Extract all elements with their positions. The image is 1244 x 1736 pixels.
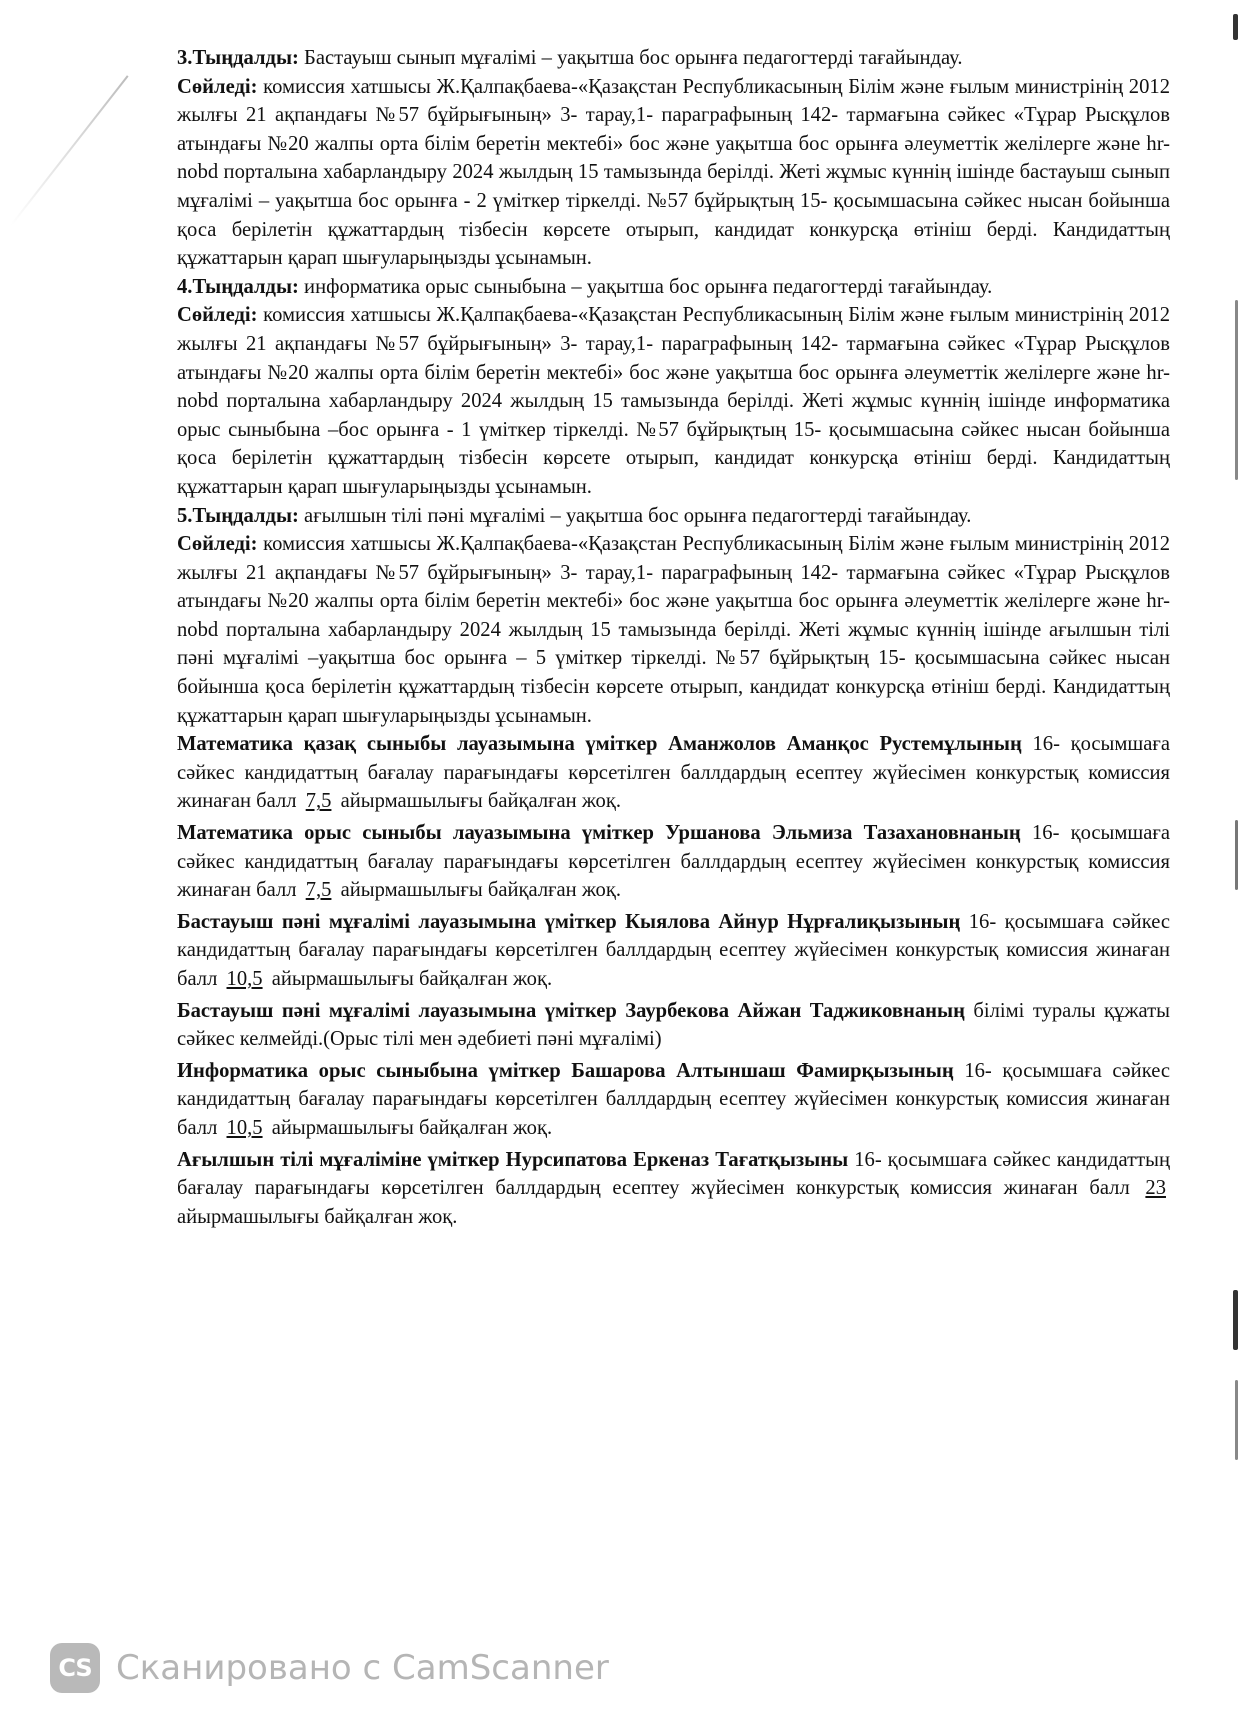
- speaker-text: комиссия хатшысы Ж.Қалпақбаева-«Қазақстан Республикасының Білім және ғылым министрінің 2012 жылғы 21 ақпандағы №57 бұйрығының» 3- тарау,1- параграфының 142- тармағына сәйкес «Тұрар Рысқұлов атындағы №20 жалпы орта білім беретін мектебі» бос және уақытша бос орынға әлеуметтік желілерге және hr-nobd порталына хабарландыру 2024 жылдың 15 тамызында берілді. Жеті жұмыс күннің ішінде ағылшын тілі пәні мұғалімі –уақытша бос орынға – 5 үміткер тіркелді. №57 бұйрықтың 15- қосымшасына сәйкес нысан бойынша қоса берілетін құжаттардың тізбесін көрсете отырып, кандидат конкурсқа өтініш берді. Кандидаттың құжаттарын қарап шығуларыңызды ұсынамын.: [177, 533, 1170, 727]
- agenda-text: информатика орыс сыныбына – уақытша бос орынға педагогтерді тағайындау.: [298, 275, 993, 298]
- speaker-paragraph-5: [177, 530, 1170, 730]
- candidate-text: 16- қосымшаға сәйкес кандидаттың бағалау парағындағы көрсетілген баллдардың есептеу жүйесімен конкурстық комиссия жинаған балл: [177, 1148, 1170, 1200]
- scan-edge-mark: [1233, 1290, 1238, 1350]
- paper-crease: [10, 75, 129, 226]
- document-body: [177, 44, 1170, 1231]
- speaker-label: Сөйледі:: [177, 304, 258, 327]
- scan-edge-mark: [1235, 300, 1238, 480]
- candidate-result: айырмашылығы байқалған жоқ.: [340, 879, 622, 902]
- agenda-text: Бастауыш сынып мұғалімі – уақытша бос орынға педагогтерді тағайындау.: [298, 47, 963, 69]
- speaker-label: Сөйледі:: [177, 533, 258, 556]
- watermark-text: Сканировано с CamScanner: [116, 1648, 609, 1688]
- candidate-heading: Математика орыс сыныбы лауазымына үміткер Уршанова Эльмиза Тазахановнаның: [177, 822, 1021, 845]
- agenda-label: 5.Тыңдалды:: [177, 504, 299, 527]
- agenda-item-5: [177, 502, 1170, 531]
- candidate-heading: Математика қазақ сыныбы лауазымына үміткер Аманжолов Аманқос Рустемұлының: [177, 733, 1022, 756]
- candidate-paragraph: [177, 908, 1170, 994]
- speaker-text: комиссия хатшысы Ж.Қалпақбаева-«Қазақстан Республикасының Білім және ғылым министрінің 2012 жылғы 21 ақпандағы №57 бұйрығының» 3- тарау,1- параграфының 142- тармағына сәйкес «Тұрар Рысқұлов атындағы №20 жалпы орта білім беретін мектебі» бос және уақытша бос орынға әлеуметтік желілерге және hr-nobd порталына хабарландыру 2024 жылдың 15 тамызында берілді. Жеті жұмыс күннің ішінде информатика орыс сыныбына –бос орынға - 1 үміткер тіркелді. №57 бұйрықтың 15- қосымшасына сәйкес нысан бойынша қоса берілетін құжаттардың тізбесін көрсете отырып, кандидат конкурсқа өтініш берді. Кандидаттың құжаттарын қарап шығуларыңызды ұсынамын.: [177, 304, 1170, 498]
- agenda-item-4: [177, 273, 1170, 302]
- candidate-heading: Информатика орыс сыныбына үміткер Башарова Алтыншаш Фамирқызының: [177, 1059, 954, 1082]
- candidate-text: 16- қосымшаға сәйкес кандидаттың бағалау парағындағы көрсетілген баллдардың есептеу жүйесімен конкурстық комиссия жинаған балл: [177, 1059, 1170, 1139]
- speaker-text: комиссия хатшысы Ж.Қалпақбаева-«Қазақстан Республикасының Білім және ғылым министрінің 2012 жылғы 21 ақпандағы №57 бұйрығының» 3- тарау,1- параграфының 142- тармағына сәйкес «Тұрар Рысқұлов атындағы №20 жалпы орта білім беретін мектебі» бос және уақытша бос орынға әлеуметтік желілерге және hr-nobd порталына хабарландыру 2024 жылдың 15 тамызында берілді. Жеті жұмыс күннің ішінде бастауыш сынып мұғалімі – уақытша бос орынға - 2 үміткер тіркелді. №57 бұйрықтың 15- қосымшасына сәйкес нысан бойынша қоса берілетін құжаттардың тізбесін көрсете отырып, кандидат конкурсқа өтініш берді. Кандидаттың құжаттарын қарап шығуларыңызды ұсынамын.: [177, 75, 1170, 270]
- candidate-text: 16- қосымшаға сәйкес кандидаттың бағалау парағындағы көрсетілген баллдардың есептеу жүйесімен конкурстық комиссия жинаған балл: [177, 822, 1170, 902]
- candidate-result: айырмашылығы байқалған жоқ.: [177, 1205, 458, 1228]
- candidate-paragraph: [177, 997, 1170, 1054]
- candidate-score: 10,5: [226, 968, 263, 990]
- candidate-paragraph: [177, 730, 1170, 816]
- candidate-result: айырмашылығы байқалған жоқ.: [271, 968, 553, 990]
- candidate-score: 10,5: [226, 1116, 263, 1139]
- agenda-label: 3.Тыңдалды:: [177, 47, 299, 69]
- candidate-score: 23: [1145, 1177, 1166, 1200]
- candidate-score: 7,5: [305, 879, 332, 902]
- agenda-item-3: [177, 44, 1170, 73]
- candidate-text: 16- қосымшаға сәйкес кандидаттың бағалау парағындағы көрсетілген баллдардың есептеу жүйесімен конкурстық комиссия жинаған балл: [177, 910, 1170, 990]
- candidate-score: 7,5: [305, 790, 332, 813]
- speaker-paragraph-3: [177, 73, 1170, 273]
- scan-edge-mark: [1235, 1380, 1238, 1460]
- camscanner-logo-icon: CS: [50, 1643, 100, 1693]
- candidate-heading: Ағылшын тілі мұғаліміне үміткер Нурсипатова Еркеназ Тағатқызыны: [177, 1148, 849, 1171]
- candidate-paragraph: [177, 819, 1170, 905]
- candidate-text: 16- қосымшаға сәйкес кандидаттың бағалау парағындағы көрсетілген баллдардың есептеу жүйесімен конкурстық комиссия жинаған балл: [177, 733, 1170, 813]
- speaker-paragraph-4: [177, 301, 1170, 501]
- agenda-label: 4.Тыңдалды:: [177, 275, 299, 298]
- candidate-result: айырмашылығы байқалған жоқ.: [340, 790, 622, 813]
- candidate-text: білімі туралы құжаты сәйкес келмейді.(Орыс тілі мен әдебиеті пәні мұғалімі): [177, 999, 1170, 1051]
- candidate-paragraph: [177, 1146, 1170, 1232]
- candidate-heading: Бастауыш пәні мұғалімі лауазымына үміткер Заурбекова Айжан Таджиковнаның: [177, 999, 965, 1022]
- candidate-result: айырмашылығы байқалған жоқ.: [271, 1116, 553, 1139]
- camscanner-watermark: [50, 1638, 609, 1698]
- candidate-heading: Бастауыш пәні мұғалімі лауазымына үміткер Кыялова Айнур Нұрғалиқызының: [177, 910, 961, 933]
- agenda-text: ағылшын тілі пәні мұғалімі – уақытша бос орынға педагогтерді тағайындау.: [298, 504, 972, 527]
- candidate-paragraph: [177, 1057, 1170, 1143]
- scan-edge-mark: [1233, 14, 1238, 40]
- speaker-label: Сөйледі:: [177, 75, 258, 98]
- scan-edge-mark: [1235, 820, 1238, 890]
